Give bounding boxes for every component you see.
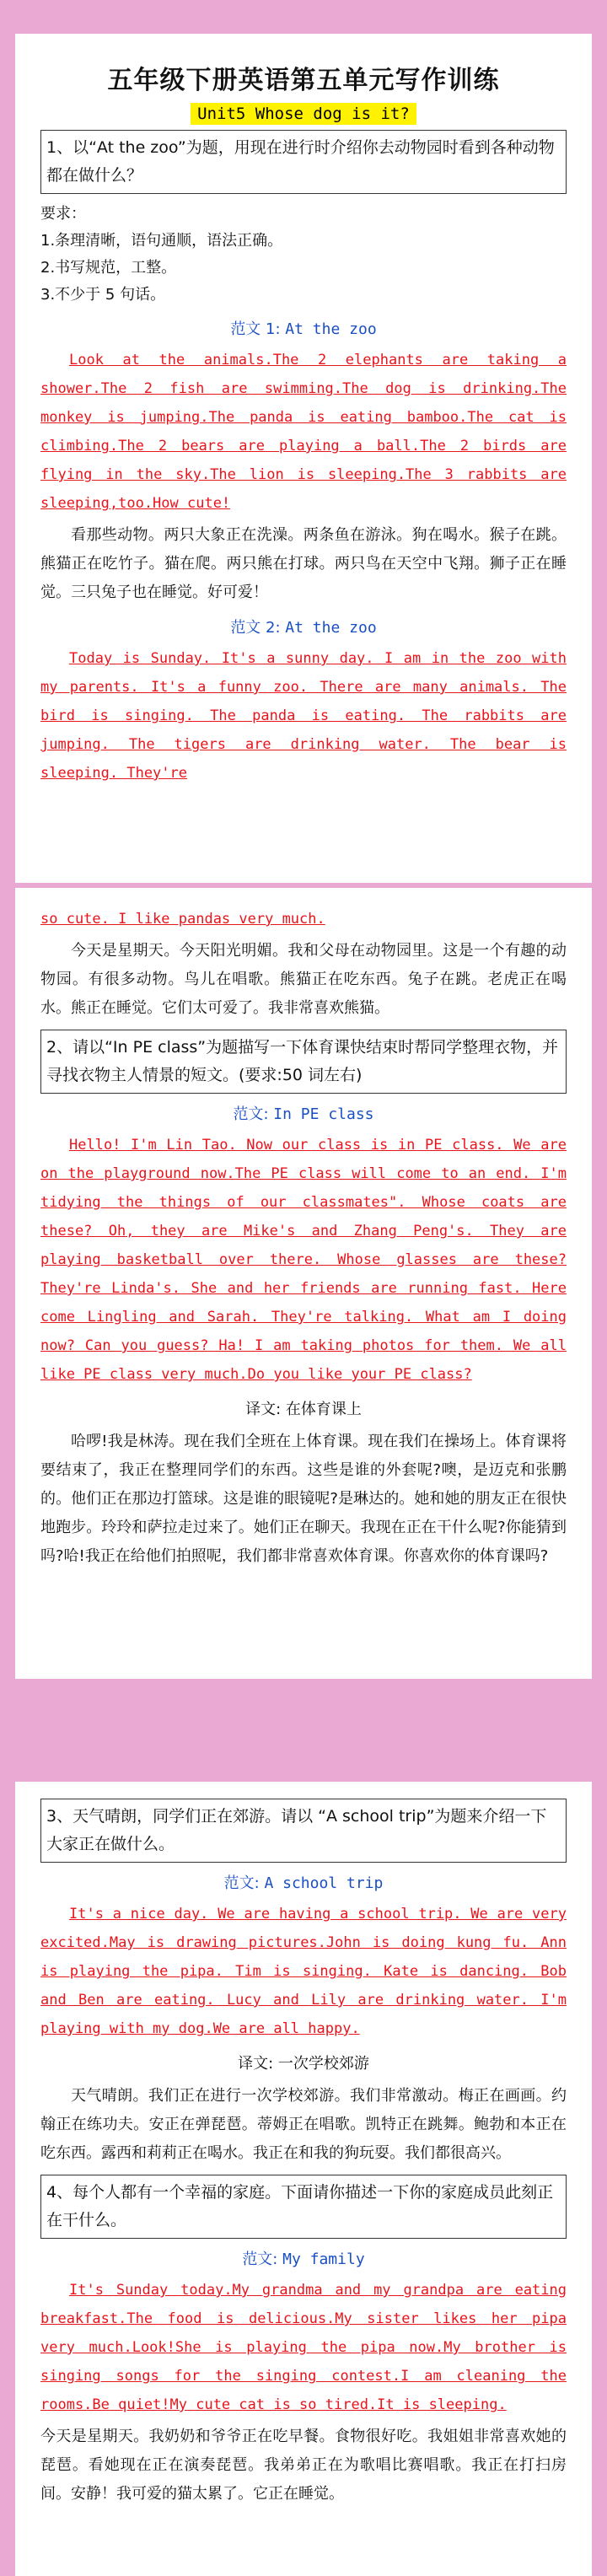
sample2-heading-en: At the zoo <box>285 619 377 637</box>
sample2-heading <box>40 614 567 643</box>
page-2 <box>15 888 592 1679</box>
task4-heading <box>40 2245 567 2274</box>
task3-heading-zh: 范文: <box>223 1874 260 1892</box>
task3-translation-heading-text: 译文: 一次学校郊游 <box>238 2055 369 2073</box>
task2-prompt: 2、请以“In PE class”为题描写一下体育课快结束时帮同学整理衣物，并寻找衣物主人情景的短文。(要求:50 词左右) <box>40 1030 567 1094</box>
sample2-english-part1: Today is Sunday. It's a sunny day. I am in the zoo with my parents. It's a funny zoo. There are many animals. The bird is singing. The panda is eating. The rabbits are jumping. The tigers are drinking water. The bear is sleeping. They're <box>40 650 567 782</box>
task3-heading <box>40 1869 567 1898</box>
requirement-item: 3.不少于 5 句话。 <box>40 286 166 304</box>
task2-translation-heading <box>40 1396 567 1424</box>
task2-translation-heading-text: 译文: 在体育课上 <box>245 1401 362 1418</box>
task2-heading-zh: 范文: <box>233 1105 269 1123</box>
sample1-heading <box>40 315 567 344</box>
task4-chinese: 今天是星期天。我奶奶和爷爷正在吃早餐。食物很好吃。我姐姐非常喜欢她的琵琶。看她现在正在演奏琵琶。我弟弟正在为歌唱比赛唱歌。我正在打扫房间。安静！我可爱的猫太累了。它正在睡觉。 <box>40 2428 567 2503</box>
sample1-english: Look at the animals.The 2 elephants are taking a shower.The 2 fish are swimming.The dog is drinking.The monkey is jumping.The panda is eating bamboo.The cat is climbing.The 2 bears are playing a ball.The 2 birds are flying in the sky.The lion is sleeping.The 3 rabbits are sleeping,too.How cute! <box>40 352 567 512</box>
task3-english: It's a nice day. We are having a school trip. We are very excited.May is drawing pictures.John is doing kung fu. Ann is playing the pipa. Tim is singing. Kate is dancing. Bob and Ben are eating. Lucy and Lily are drinking water. I'm playing with my dog.We are all happy. <box>40 1906 567 2037</box>
requirements <box>40 201 567 309</box>
task4-heading-zh: 范文: <box>242 2251 278 2268</box>
unit-label-wrap <box>40 103 567 125</box>
task2-chinese: 哈啰!我是林涛。现在我们全班在上体育课。现在我们在操场上。体育课将要结束了，我正在整理同学们的东西。这些是谁的外套呢?噢，是迈克和张鹏的。他们正在那边打篮球。这是谁的眼镜呢?是琳达的。她和她的朋友正在很快地跑步。玲玲和萨拉走过来了。她们正在聊天。我现在正在干什么呢?你能猜到吗?哈!我正在给他们拍照呢，我们都非常喜欢体育课。你喜欢你的体育课吗? <box>40 1433 567 1565</box>
task3-chinese: 天气晴朗。我们正在进行一次学校郊游。我们非常激动。梅正在画画。约翰正在练功夫。安正在弹琵琶。蒂姆正在唱歌。凯特正在跳舞。鲍勃和本正在吃东西。露西和莉莉正在喝水。我正在和我的狗玩耍。我们都很高兴。 <box>40 2087 567 2162</box>
sample1-heading-en: At the zoo <box>285 320 377 338</box>
requirement-item: 2.书写规范，工整。 <box>40 259 177 277</box>
page-1 <box>15 34 592 883</box>
task3-heading-en: A school trip <box>264 1874 384 1892</box>
requirements-title: 要求： <box>40 205 86 223</box>
page-3 <box>15 1782 592 2576</box>
sample2-heading-zh: 范文 2: <box>230 619 281 637</box>
task4-heading-en: My family <box>282 2251 365 2268</box>
task3-translation-heading <box>40 2050 567 2079</box>
sample1-chinese: 看那些动物。两只大象正在洗澡。两条鱼在游泳。狗在喝水。猴子在跳。熊猫正在吃竹子。猫在爬。两只熊在打球。两只鸟在天空中飞翔。狮子正在睡觉。三只兔子也在睡觉。好可爱！ <box>40 526 567 601</box>
task4-prompt: 4、每个人都有一个幸福的家庭。下面请你描述一下你的家庭成员此刻正在干什么。 <box>40 2175 567 2239</box>
unit-label: Unit5 Whose dog is it? <box>191 103 416 125</box>
sample2-english-part2: so cute. I like pandas very much. <box>40 911 325 928</box>
sample2-chinese: 今天是星期天。今天阳光明媚。我和父母在动物园里。这是一个有趣的动物园。有很多动物。鸟儿在唱歌。熊猫正在吃东西。兔子在跳。老虎正在喝水。熊正在睡觉。它们太可爱了。我非常喜欢熊猫。 <box>40 942 567 1017</box>
task2-heading <box>40 1100 567 1129</box>
task2-heading-en: In PE class <box>273 1105 374 1123</box>
task4-english: It's Sunday today.My grandma and my grandpa are eating breakfast.The food is delicious.My sister likes her pipa very much.Look!She is playing the pipa now.My brother is singing songs for the singing contest.I am cleaning the rooms.Be quiet!My cute cat is so tired.It is sleeping. <box>40 2282 567 2413</box>
page-title: 五年级下册英语第五单元写作训练 <box>107 66 500 95</box>
task3-prompt: 3、天气晴朗，同学们正在郊游。请以 “A school trip”为题来介绍一下大家正在做什么。 <box>40 1799 567 1863</box>
requirement-item: 1.条理清晰，语句通顺，语法正确。 <box>40 232 283 250</box>
task2-english: Hello! I'm Lin Tao. Now our class is in PE class. We are on the playground now.The PE class will come to an end. I'm tidying the things of our classmates". Whose coats are these? Oh, they are Mike's and Zhang Peng's. They are playing basketball over there. Whose glasses are these? They're Linda's. She and her friends are running fast. Here come Lingling and Sarah. They're talking. What am I doing now? Can you guess? Ha! I am taking photos for them. We all like PE class very much.Do you like your PE class? <box>40 1137 567 1383</box>
sample1-heading-zh: 范文 1: <box>230 320 281 338</box>
task1-prompt: 1、以“At the zoo”为题，用现在进行时介绍你去动物园时看到各种动物都在做什么？ <box>40 130 567 194</box>
